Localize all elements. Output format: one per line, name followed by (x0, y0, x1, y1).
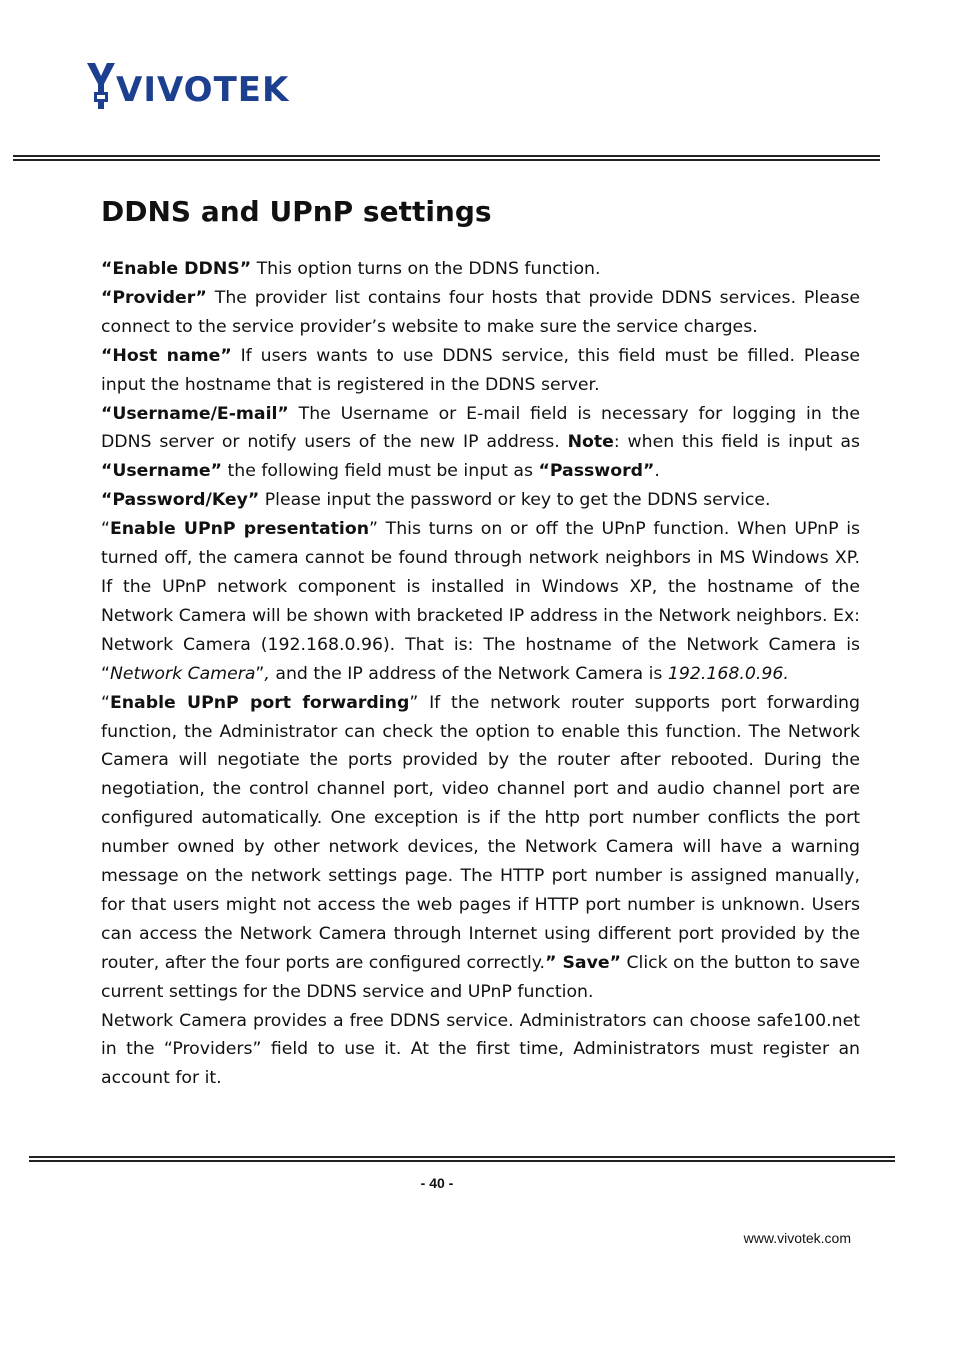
text-upnp-forwarding-2: Click on the button to save current settings for the DDNS service and UPnP function. (101, 952, 861, 1002)
document-body (101, 255, 860, 1093)
paragraph-upnp-forwarding (101, 689, 860, 1007)
text-password: Please input the password or key to get the DDNS service. (259, 490, 771, 511)
text-provider: The provider list contains four hosts that provide DDNS services. Please connect to the service provider’s website to make sure the service charges. (101, 287, 860, 337)
page-title: DDNS and UPnP settings (101, 195, 492, 228)
term-upnp-presentation: Enable UPnP presentation (109, 519, 370, 540)
text-username-2: : when this field is input as (613, 432, 860, 453)
paragraph-safe100 (101, 1007, 860, 1094)
term-save: ” Save” (545, 952, 621, 973)
term-enable-ddns: “Enable DDNS” (101, 259, 252, 279)
text-username-1: The Username or E-mail field is necessary for logging in the DDNS server or notify users of the new IP address. (101, 403, 860, 453)
open-quote-upnp-presentation: “ (101, 519, 110, 540)
vivotek-logo (86, 62, 296, 114)
italic-ip-address: 192.168.0.96. (667, 663, 789, 684)
note-label: Note (567, 432, 614, 453)
page-number: - 40 - (420, 1175, 454, 1191)
paragraph-enable-ddns (101, 255, 860, 284)
text-upnp-presentation-1: ” This turns on or off the UPnP function. When UPnP is turned off, the camera cannot be found through network neighbors in MS Windows XP. If the UPnP network component is installed in Windows XP, the hostname of the Network Camera will be shown with bracketed IP address in the Network neighbors. Ex: Network Camera (192.168.0.96). That is: The hostname of the Network Camera is “ (101, 519, 861, 684)
paragraph-password (101, 486, 860, 515)
text-upnp-forwarding-1: ” If the network router supports port forwarding function, the Administrator can check the option to enable this function. The Network Camera will negotiate the ports provided by the router after rebooted. During the negotiation, the control channel port, video channel port and audio channel port are configured automatically. One exception is if the http port number conflicts the port number owned by other network devices, the Network Camera will have a warning message on the network settings page. The HTTP port number is assigned manually, for that users might not access the web pages if HTTP port number is unknown. Users can access the Network Camera through Internet using different port provided by the router, after the four ports are configured correctly. (101, 692, 860, 973)
paragraph-upnp-presentation (101, 515, 860, 688)
text-upnp-presentation-3: and the IP address of the Network Camera is (269, 663, 668, 684)
italic-comma: , (264, 663, 270, 684)
term-host-name: “Host name” (101, 345, 232, 366)
italic-network-camera: Network Camera (109, 663, 256, 684)
paragraph-host-name (101, 342, 860, 400)
header-divider (13, 155, 880, 161)
text-host-name: If users wants to use DDNS service, this field must be filled. Please input the hostname that is registered in the DDNS server. (101, 345, 860, 395)
open-quote-upnp-forwarding: “ (101, 692, 110, 713)
paragraph-provider (101, 284, 860, 342)
vivotek-y-mark-icon (86, 62, 116, 114)
text-username-3: the following field must be input as (221, 461, 539, 482)
text-safe100: Network Camera provides a free DDNS service. Administrators can choose safe100.net in the “Providers” field to use it. At the first time, Administrators must register an account for it. (101, 1010, 860, 1089)
term-username: “Username” (101, 461, 222, 482)
term-provider: “Provider” (101, 287, 207, 308)
term-username-email: “Username/E-mail” (101, 403, 289, 424)
term-password-ref: “Password” (538, 461, 655, 482)
website-url: www.vivotek.com (743, 1230, 851, 1246)
text-upnp-presentation-2: ” (255, 663, 265, 684)
term-upnp-forwarding: Enable UPnP port forwarding (109, 692, 410, 713)
term-password-key: “Password/Key” (101, 490, 260, 511)
paragraph-username (101, 400, 860, 487)
text-enable-ddns: This option turns on the DDNS function. (251, 259, 601, 279)
logo-text: VIVOTEK (116, 70, 290, 110)
text-username-4: . (654, 461, 660, 482)
footer-divider (29, 1156, 895, 1162)
